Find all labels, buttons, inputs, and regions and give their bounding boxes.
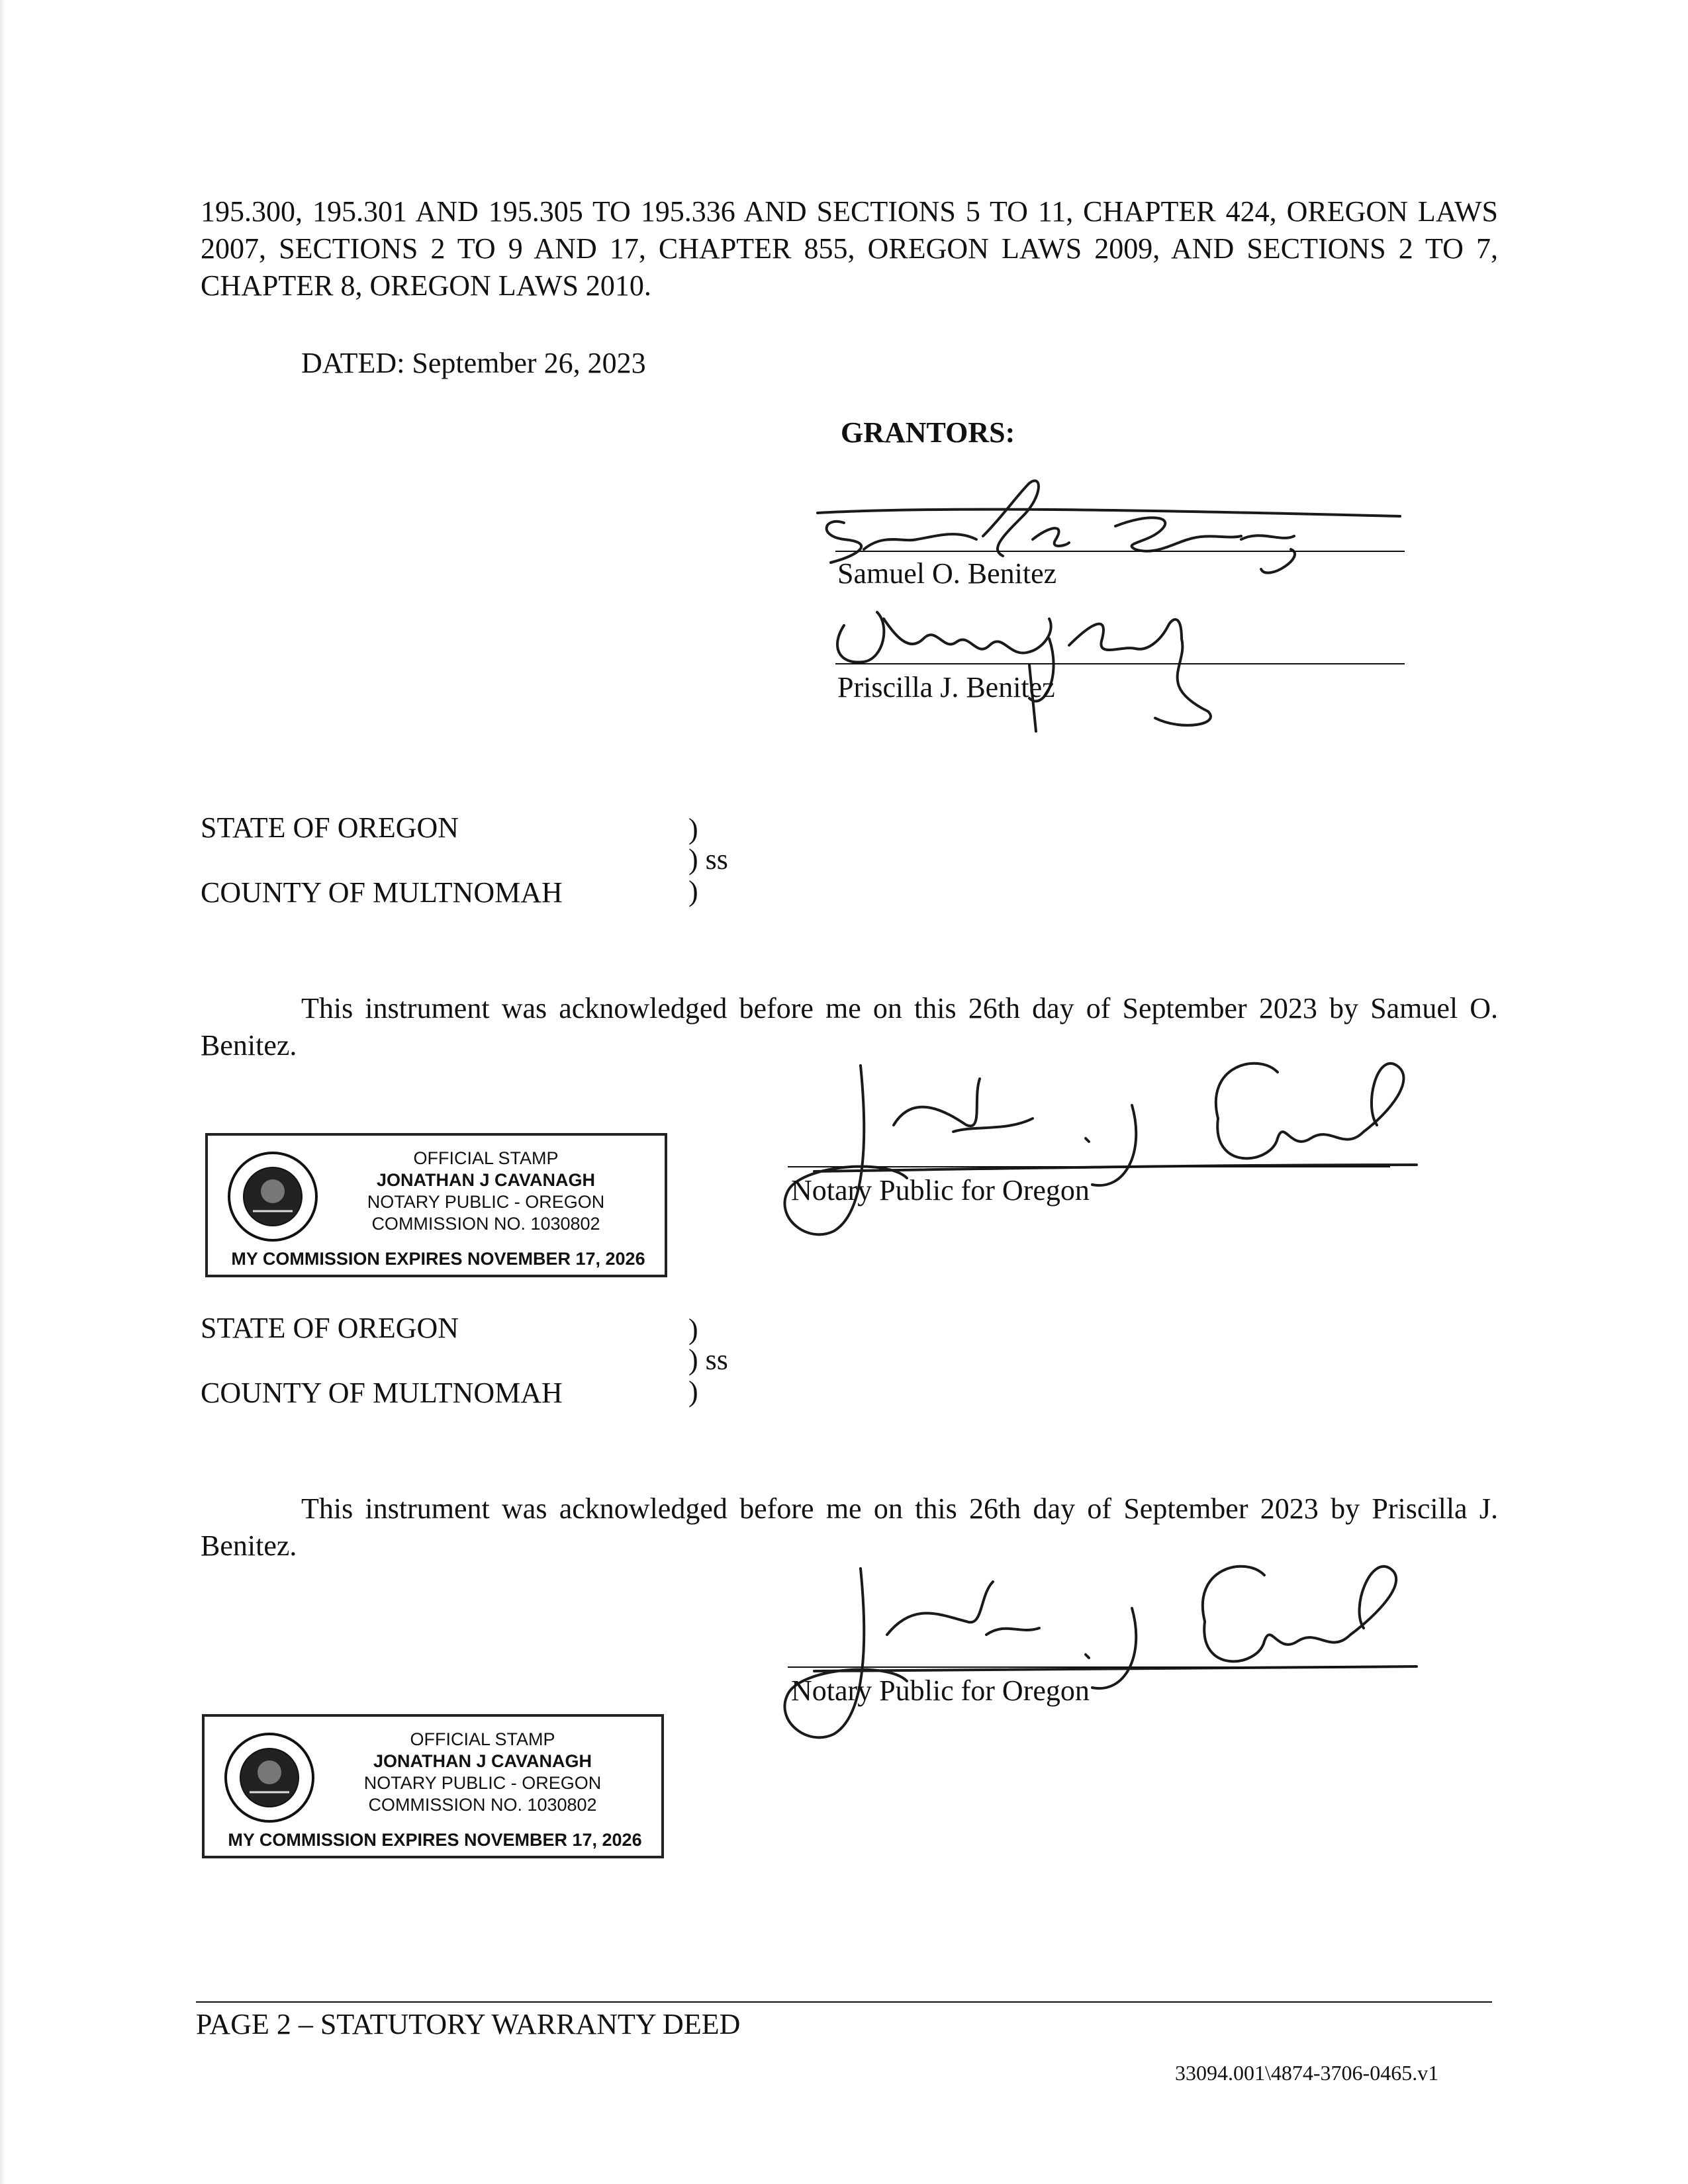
footer-doc-number: 33094.001\4874-3706-0465.v1 <box>1175 2061 1439 2085</box>
stamp-1-commission-number: COMMISSION NO. 1030802 <box>371 1214 600 1234</box>
oregon-state-seal-icon <box>223 1731 316 1824</box>
venue-1-state: STATE OF OREGON <box>201 811 459 844</box>
venue-1-paren-bottom: ) <box>688 875 698 907</box>
acknowledgment-2: This instrument was acknowledged before me on this 26th day of September 2023 by Priscilla J. Benitez. <box>201 1492 1498 1562</box>
stamp-2-expiration: MY COMMISSION EXPIRES NOVEMBER 17, 2026 <box>228 1830 642 1850</box>
venue-2-paren-ss: ) ss <box>688 1343 728 1376</box>
stamp-2-notary-name: JONATHAN J CAVANAGH <box>373 1751 592 1771</box>
acknowledgment-1: This instrument was acknowledged before me on this 26th day of September 2023 by Samuel O. Benitez. <box>201 992 1498 1062</box>
notary-2-label: Notary Public for Oregon <box>791 1674 1090 1707</box>
stamp-2-notary-public: NOTARY PUBLIC - OREGON <box>363 1773 602 1793</box>
venue-2-paren-top: ) <box>688 1313 698 1345</box>
venue-1-county: COUNTY OF MULTNOMAH <box>201 876 563 909</box>
notary-stamp-2 <box>202 1714 664 1858</box>
notary-2-signature <box>755 1555 1430 1754</box>
stamp-1-title: OFFICIAL STAMP <box>413 1148 559 1168</box>
stamp-1-expiration: MY COMMISSION EXPIRES NOVEMBER 17, 2026 <box>231 1249 645 1269</box>
venue-2-state: STATE OF OREGON <box>201 1312 459 1344</box>
scan-edge <box>0 0 5 2184</box>
grantor-2-signature-line <box>835 663 1405 664</box>
footer-page-label: PAGE 2 – STATUTORY WARRANTY DEED <box>196 2008 741 2040</box>
grantors-heading: GRANTORS: <box>841 416 1015 449</box>
footer-rule <box>196 2001 1492 2003</box>
statute-paragraph: 195.300, 195.301 AND 195.305 TO 195.336 AND SECTIONS 5 TO 11, CHAPTER 424, OREGON LAWS 2007, SECTIONS 2 TO 9 AND 17, CHAPTER 855, OREGON LAWS 2009, AND SECTIONS 2 TO 7, CHAPTER 8, OREGON LAWS 2010. <box>201 195 1498 302</box>
stamp-1-notary-public: NOTARY PUBLIC - OREGON <box>367 1192 605 1212</box>
stamp-2-commission-number: COMMISSION NO. 1030802 <box>368 1795 597 1815</box>
notary-2-signature-line <box>788 1666 1390 1668</box>
notary-stamp-1 <box>205 1133 667 1277</box>
venue-2-paren-bottom: ) <box>688 1375 698 1408</box>
grantor-2-name: Priscilla J. Benitez <box>837 671 1055 704</box>
oregon-state-seal-icon <box>226 1150 319 1243</box>
grantor-1-signature-line <box>835 551 1405 552</box>
notary-1-label: Notary Public for Oregon <box>791 1174 1090 1206</box>
stamp-2-title: OFFICIAL STAMP <box>410 1729 555 1749</box>
stamp-1-notary-name: JONATHAN J CAVANAGH <box>376 1170 595 1190</box>
grantor-1-name: Samuel O. Benitez <box>837 557 1057 590</box>
notary-1-signature <box>755 1052 1430 1251</box>
venue-1-paren-ss: ) ss <box>688 843 728 876</box>
dated-line: DATED: September 26, 2023 <box>301 347 646 379</box>
notary-1-signature-line <box>788 1166 1390 1167</box>
venue-1-paren-top: ) <box>688 813 698 845</box>
venue-2-county: COUNTY OF MULTNOMAH <box>201 1377 563 1409</box>
